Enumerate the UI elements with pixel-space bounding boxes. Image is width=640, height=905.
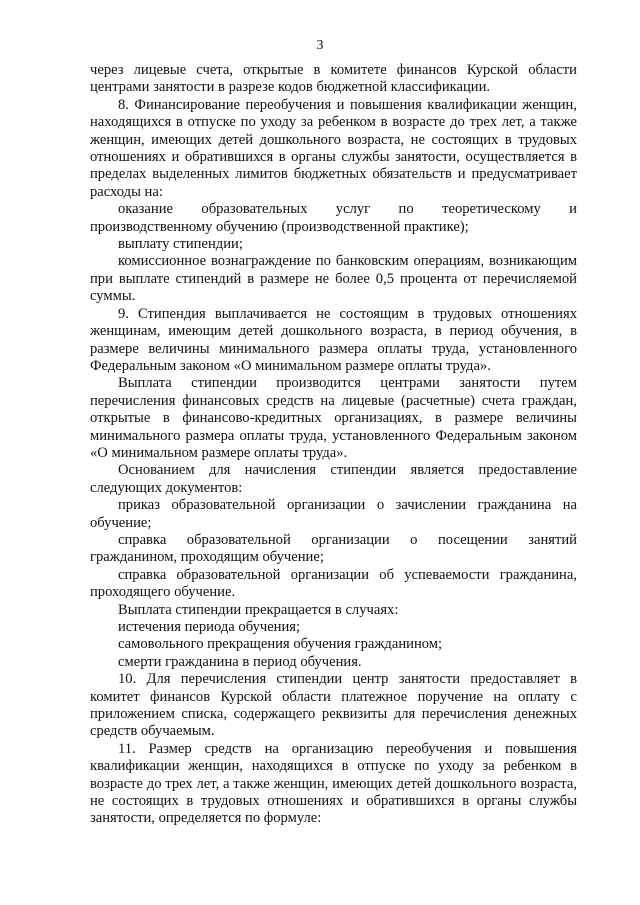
paragraph-item-10: 10. Для перечисления стипендии центр занятости предоставляет в комитет финансов Курской области платежное поручение на оплату с приложением списка, содержащего реквизиты для перечисления денежных средств обучаемым. — [90, 671, 577, 740]
paragraph-termination-voluntary: самовольного прекращения обучения гражданином; — [118, 636, 443, 653]
paragraph-item-9: 9. Стипендия выплачивается не состоящим в трудовых отношениях женщинам, имеющим детей дошкольного возраста, в период обучения, в размере величины минимального размера оплаты труда, установленного Федеральным законом «О минимальном размере оплаты труда». — [90, 305, 577, 374]
paragraph-termination-expiry: истечения периода обучения; — [118, 619, 301, 635]
paragraph-termination-death: смерти гражданина в период обучения. — [118, 653, 362, 670]
paragraph-basis: Основанием для начисления стипендии является предоставление следующих документов: — [90, 462, 577, 496]
paragraph-item-8: 8. Финансирование переобучения и повышения квалификации женщин, находящихся в отпуске по уходу за ребенком в возрасте до трех лет, а также женщин, имеющих детей дошкольного возраста, не состоящих в трудовых отношениях и обратившихся в органы службы занятости, осуществляется в пределах выделенных лимитов бюджетных обязательств и предусматривает расходы на: — [90, 96, 577, 200]
paragraph-expense-stipend: выплату стипендии; — [118, 236, 243, 253]
paragraph-doc-order: приказ образовательной организации о зачислении гражданина на обучение; — [90, 497, 577, 531]
paragraph-continuation: через лицевые счета, открытые в комитете финансов Курской области центрами занятости в разрезе кодов бюджетной классификации. — [90, 62, 577, 96]
document-body — [90, 62, 577, 828]
paragraph-expense-training: оказание образовательных услуг по теоретическому и производственному обучению (производственной практике); — [90, 201, 577, 235]
paragraph-item-11: 11. Размер средств на организацию переобучения и повышения квалификации женщин, находящихся в отпуске по уходу за ребенком в возрасте до трех лет, а также женщин, имеющих детей дошкольного возраста, не состоящих в трудовых отношениях и обратившихся в органы службы занятости, определяется по формуле: — [90, 740, 577, 827]
paragraph-stipend-payment: Выплата стипендии производится центрами занятости путем перечисления финансовых средств на лицевые (расчетные) счета граждан, открытые в финансово-кредитных организациях, в размере величины минимального размера оплаты труда, установленного Федеральным законом «О минимальном размере оплаты труда». — [90, 375, 577, 461]
paragraph-doc-attendance: справка образовательной организации о посещении занятий гражданином, проходящим обучение; — [90, 531, 577, 566]
page-number: 3 — [316, 38, 324, 53]
paragraph-expense-commission: комиссионное вознаграждение по банковским операциям, возникающим при выплате стипендий в размере не более 0,5 процента от перечисляемой суммы. — [90, 253, 577, 305]
paragraph-doc-progress: справка образовательной организации об успеваемости гражданина, проходящего обучение. — [90, 566, 577, 601]
paragraph-termination: Выплата стипендии прекращается в случаях: — [118, 601, 399, 618]
